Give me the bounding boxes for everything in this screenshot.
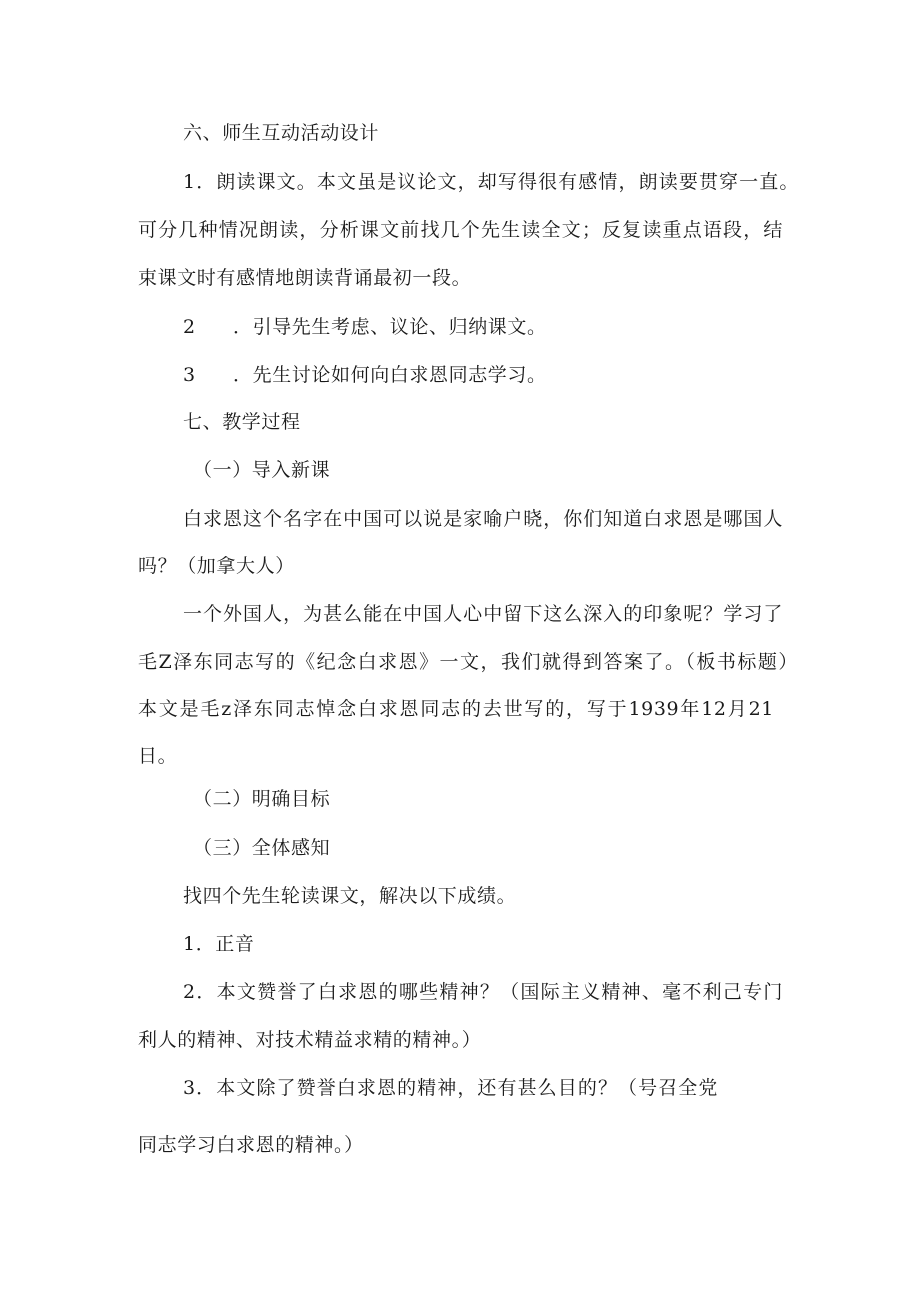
- paragraph-1-line-2: 可分几种情况朗读，分析课文前找几个先生读全文；反复读重点语段，结: [138, 219, 783, 241]
- subsection-heading-2: （二）明确目标: [193, 788, 331, 810]
- question-2-line-2: 利人的精神、对技术精益求精的精神。）: [138, 1029, 482, 1051]
- question-1: 1．正音: [183, 933, 255, 955]
- list-item-2: [183, 315, 547, 339]
- question-2-line-1: 2．本文赞誉了白求恩的哪些精神？（国际主义精神、毫不利己专门: [183, 981, 783, 1003]
- list-number: 3: [183, 364, 196, 386]
- question-3-line-1: 3．本文除了赞誉白求恩的精神，还有甚么目的？（号召全党: [183, 1077, 718, 1099]
- paragraph-4-line-1: 白求恩这个名字在中国可以说是家喻户晓，你们知道白求恩是哪国人: [183, 508, 783, 530]
- subsection-heading-3: （三）全体感知: [193, 837, 331, 859]
- list-text: ．引导先生考虑、议论、归纳课文。: [233, 316, 547, 338]
- section-heading-6: 六、师生互动活动设计: [183, 122, 380, 144]
- paragraph-5-line-3: 本文是毛z泽东同志悼念白求恩同志的去世写的，写于1939年12月21: [138, 698, 774, 720]
- list-text: ．先生讨论如何向白求恩同志学习。: [233, 364, 547, 386]
- paragraph-5-line-1: 一个外国人，为甚么能在中国人心中留下这么深入的印象呢？学习了: [183, 603, 783, 625]
- paragraph-1-line-3: 束课文时有感情地朗读背诵最初一段。: [138, 267, 472, 289]
- paragraph-5-line-4: 日。: [138, 745, 178, 767]
- paragraph-4-line-2: 吗？（加拿大人）: [138, 555, 295, 577]
- paragraph-1-line-1: 1．朗读课文。本文虽是议论文，却写得很有感情，朗读要贯穿一直。: [183, 171, 799, 193]
- list-item-3: [183, 363, 547, 387]
- list-number: 2: [183, 316, 196, 338]
- subsection-heading-1: （一）导入新课: [193, 459, 331, 481]
- section-heading-7: 七、教学过程: [183, 411, 301, 433]
- paragraph-6: 找四个先生轮读课文，解决以下成绩。: [183, 885, 517, 907]
- question-3-line-2: 同志学习白求恩的精神。）: [138, 1134, 364, 1156]
- paragraph-5-line-2: 毛Z泽东同志写的《纪念白求恩》一文，我们就得到答案了。（板书标题）: [138, 651, 798, 673]
